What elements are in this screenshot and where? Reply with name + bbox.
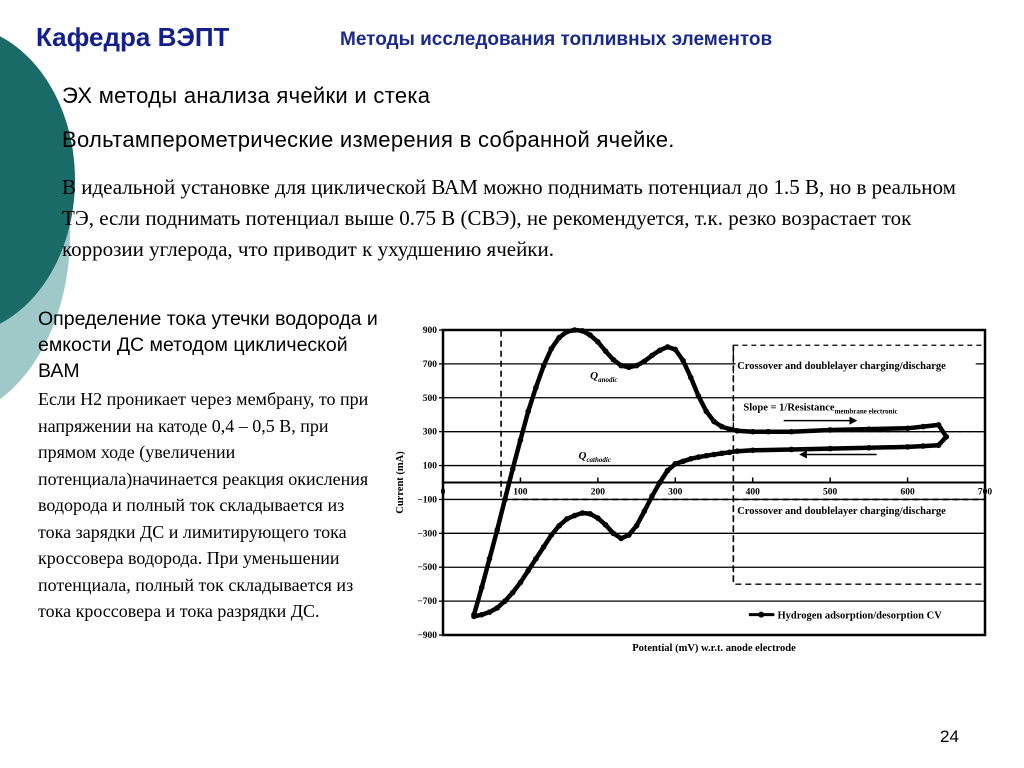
cv-point <box>611 531 617 537</box>
y-tick-label: −900 <box>417 631 437 641</box>
cv-point <box>905 444 911 450</box>
cv-point <box>518 437 524 443</box>
cv-point <box>680 459 686 465</box>
left-column-paragraph: Если Н2 проникает через мембрану, то при напряжении на катоде 0,4 – 0,5 В, при прямом ходе (увеличении потенциала)начинается реакция окисления водорода и полный ток складывается из тока зарядки ДС и лимитирующего тока кроссовера водорода. При уменьшении потенциала, полный ток складывается из тока кроссовера и тока разрядки ДС. <box>38 389 369 621</box>
cv-point <box>680 358 686 364</box>
slope-sub: membrane electronic <box>834 407 898 416</box>
cv-point <box>789 429 795 435</box>
cv-point <box>734 448 740 454</box>
y-tick-label: 300 <box>422 427 437 438</box>
x-tick-label: 600 <box>900 487 915 498</box>
cv-point <box>688 375 694 381</box>
cv-point <box>595 515 601 521</box>
cv-point <box>649 493 655 499</box>
cv-point <box>734 428 740 434</box>
cv-point <box>556 523 562 529</box>
cv-point <box>603 522 609 528</box>
cv-point <box>711 452 717 458</box>
cv-point <box>549 346 555 352</box>
x-axis-title: Potential (mV) w.r.t. anode electrode <box>632 643 796 654</box>
cv-point <box>943 434 949 440</box>
x-tick-label: 200 <box>590 487 605 498</box>
cv-point <box>696 393 702 399</box>
cv-point <box>688 456 694 462</box>
cv-point <box>502 598 508 604</box>
cv-point <box>510 466 516 472</box>
cv-point <box>595 339 601 345</box>
cv-point <box>703 409 709 415</box>
x-tick-label: 500 <box>823 487 838 498</box>
y-tick-label: −500 <box>417 563 437 574</box>
arrow-right-head <box>850 417 858 425</box>
cv-point <box>518 580 524 586</box>
q-cathodic-label: $Q_{cathodic}$ <box>578 449 611 464</box>
cv-point <box>665 344 671 350</box>
cv-point <box>920 424 926 430</box>
slope-label: Slope = 1/Resistance$_{membrane electronic}$ <box>743 402 898 416</box>
cv-point <box>564 516 570 522</box>
intro-paragraph: В идеальной установке для циклической ВАМ можно поднимать потенциал до 1.5 В, но в реальном ТЭ, если поднимать потенциал выше 0.75 В (СВЭ), не рекомендуется, т.к. резко возрастает ток коррозии углерода, что приводит к ухудшению ячейки. <box>62 175 956 261</box>
cv-point <box>533 556 539 562</box>
cv-point <box>541 544 547 550</box>
cv-point <box>642 509 648 515</box>
cv-point <box>587 511 593 517</box>
cv-point <box>487 556 493 562</box>
cv-point <box>494 527 500 533</box>
cv-point <box>564 329 570 335</box>
cv-point <box>750 429 756 435</box>
cv-point <box>525 409 531 415</box>
cv-point <box>649 353 655 359</box>
x-tick-label: 300 <box>668 487 683 498</box>
slide-heading: ЭХ методы анализа ячейки и стека <box>62 83 431 108</box>
cv-point <box>626 532 632 538</box>
cv-chart <box>385 315 1000 665</box>
y-tick-label: 700 <box>422 359 437 370</box>
cv-point <box>711 419 717 425</box>
cv-point <box>556 335 562 341</box>
slide-subheading: Вольтамперометрические измерения в собранной ячейке. <box>62 127 675 152</box>
cv-point <box>626 364 632 370</box>
cv-point <box>789 447 795 453</box>
cv-point <box>618 363 624 369</box>
cv-point <box>827 427 833 433</box>
y-tick-label: −700 <box>417 597 437 608</box>
q-cathodic-sub: cathodic <box>586 455 611 464</box>
x-tick-label: 700 <box>977 487 993 498</box>
cv-point <box>634 363 640 369</box>
cv-point <box>502 497 508 503</box>
cv-point <box>479 585 485 591</box>
cv-point <box>587 332 593 338</box>
cv-point <box>727 426 733 432</box>
y-axis-title: Current (mA) <box>395 451 406 514</box>
legend-marker <box>758 612 764 618</box>
cv-point <box>580 510 586 516</box>
cv-point <box>618 536 624 542</box>
y-tick-label: −300 <box>417 529 437 540</box>
dashed-box-outer <box>501 330 985 499</box>
cv-point <box>703 453 709 459</box>
crossover-label-top: Crossover and doublelayer charging/discharge <box>737 360 946 372</box>
department-title: Кафедра ВЭПТ <box>36 22 230 52</box>
cv-point <box>866 426 872 432</box>
topic-title: Методы исследования топливных элементов <box>340 29 773 50</box>
page-number: 24 <box>940 727 959 746</box>
cv-point <box>510 590 516 596</box>
cv-point <box>533 385 539 391</box>
y-tick-label: 100 <box>422 461 437 472</box>
y-tick-label: 900 <box>422 326 437 336</box>
cv-point <box>719 451 725 457</box>
cv-point <box>657 348 663 354</box>
x-tick-label: 0 <box>440 487 446 498</box>
cv-point <box>541 363 547 369</box>
cv-point <box>525 568 531 574</box>
cv-point <box>672 347 678 353</box>
cv-point <box>572 327 578 333</box>
cv-point <box>611 357 617 363</box>
cv-point <box>936 422 942 428</box>
cv-point <box>866 445 872 451</box>
cv-point <box>727 450 733 456</box>
cv-point <box>765 429 771 435</box>
cv-point <box>719 424 725 430</box>
arrow-left-head <box>799 451 807 459</box>
cv-point <box>572 513 578 519</box>
cv-point <box>905 425 911 431</box>
cv-point <box>634 523 640 529</box>
cv-point <box>580 328 586 334</box>
cv-point <box>642 359 648 365</box>
x-tick-label: 100 <box>513 487 528 498</box>
cv-point <box>750 448 756 454</box>
cv-point <box>696 454 702 460</box>
q-anodic-label: $Q_{anodic}$ <box>590 370 618 385</box>
crossover-label-bottom: Crossover and doublelayer charging/discharge <box>737 505 946 517</box>
cv-point <box>549 532 555 538</box>
cv-point <box>672 461 678 467</box>
y-tick-label: 500 <box>422 393 437 404</box>
x-tick-label: 400 <box>745 487 760 498</box>
cv-point <box>603 348 609 354</box>
cv-point <box>479 612 485 618</box>
cv-point <box>487 609 493 615</box>
cv-point <box>471 614 477 620</box>
cv-point <box>936 442 942 448</box>
cv-point <box>827 446 833 452</box>
left-column-heading: Определение тока утечки водорода и емкости ДС методом циклической ВАМ <box>38 308 378 382</box>
cv-point <box>665 468 671 474</box>
cv-point <box>920 443 926 449</box>
y-tick-label: −100 <box>417 495 437 506</box>
legend-label: Hydrogen adsorption/desorption CV <box>777 610 942 622</box>
q-anodic-sub: anodic <box>598 376 618 385</box>
dashed-box-top-right <box>733 345 985 431</box>
cv-point <box>657 480 663 486</box>
cv-point <box>494 605 500 611</box>
